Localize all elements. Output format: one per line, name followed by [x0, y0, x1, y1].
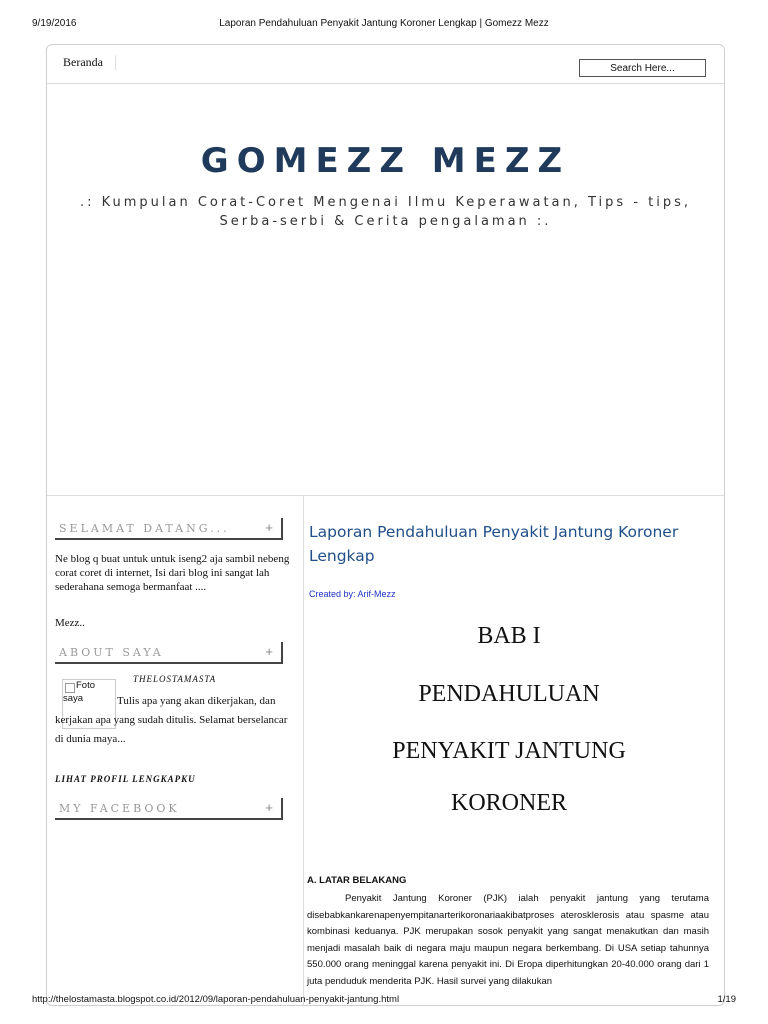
section-heading: A. LATAR BELAKANG	[307, 875, 407, 886]
blog-description: .: Kumpulan Corat-Coret Mengenai Ilmu Keperawatan, Tips - tips, Serba-serbi & Cerita pengalaman :.	[79, 195, 692, 229]
search-input[interactable]: Search Here...	[579, 59, 706, 77]
print-footer	[32, 994, 736, 1008]
welcome-text: Ne blog q buat untuk untuk iseng2 aja sambil nebeng corat coret di internet, Isi dari blog ini sangat lah sederahana semoga bermanfaat ....	[55, 553, 290, 593]
widget-facebook-title: MY FACEBOOK	[59, 802, 180, 815]
post-paragraph: Penyakit Jantung Koroner (PJK) ialah penyakit jantung yang terutama disebabkankarenapenyempitanarterikoronariaakibatproses aterosklerosis atau spasme atau kombinasi keduanya. PJK merupakan sosok penyakit yang sangat menakutkan dan masih menjadi masalah baik di negara maju maupun negara berkembang. Di USA setiap tahunnya 550.000 orang meninggal karena penyakit ini. Di Eropa diperhitungkan 20-40.000 orang dari 1 juta penduduk menderita PJK. Hasil survei yang dilakukan	[307, 893, 709, 987]
heading-penyakit-jantung: PENYAKIT JANTUNG	[392, 738, 626, 764]
expand-plus-icon[interactable]: +	[265, 644, 273, 659]
heading-bab: BAB I	[477, 623, 541, 649]
heading-pendahuluan: PENDAHULUAN	[418, 681, 600, 707]
blog-header	[47, 83, 724, 496]
widget-about-title: ABOUT SAYA	[59, 646, 164, 659]
widget-welcome-header[interactable]	[55, 518, 283, 540]
browser-page	[46, 44, 725, 1006]
welcome-signature: Mezz..	[55, 617, 85, 629]
navbar	[47, 45, 724, 84]
expand-plus-icon[interactable]: +	[265, 520, 273, 535]
post-author[interactable]: Created by: Arif-Mezz	[309, 589, 396, 599]
view-profile-link[interactable]: LIHAT PROFIL LENGKAPKU	[55, 774, 196, 784]
print-header	[32, 18, 736, 32]
post-content	[304, 496, 724, 1006]
print-title: Laporan Pendahuluan Penyakit Jantung Koroner Lengkap | Gomezz Mezz	[219, 18, 549, 29]
nav-home-link[interactable]: Beranda	[63, 55, 116, 70]
about-text	[55, 692, 291, 749]
widget-facebook-header[interactable]	[55, 798, 283, 820]
profile-photo-alt: Foto saya	[63, 680, 96, 704]
post-title[interactable]: Laporan Pendahuluan Penyakit Jantung Koroner Lengkap	[309, 523, 679, 565]
about-profile-name[interactable]: THELOSTAMASTA	[133, 674, 217, 684]
print-url: http://thelostamasta.blogspot.co.id/2012/09/laporan-pendahuluan-penyakit-jantung.html	[32, 994, 400, 1005]
about-text-content: Tulis apa yang akan dikerjakan, dan kerjakan apa yang sudah ditulis. Selamat berselancar di dunia maya...	[55, 695, 288, 745]
print-page-number: 1/19	[717, 994, 736, 1005]
widget-about-header[interactable]	[55, 642, 283, 664]
print-date: 9/19/2016	[32, 18, 77, 29]
sidebar	[47, 496, 304, 1006]
heading-koroner: KORONER	[450, 790, 567, 816]
widget-welcome-title: SELAMAT DATANG...	[59, 522, 230, 535]
expand-plus-icon[interactable]: +	[265, 800, 273, 815]
blog-title[interactable]: GOMEZZ MEZZ	[200, 141, 571, 181]
